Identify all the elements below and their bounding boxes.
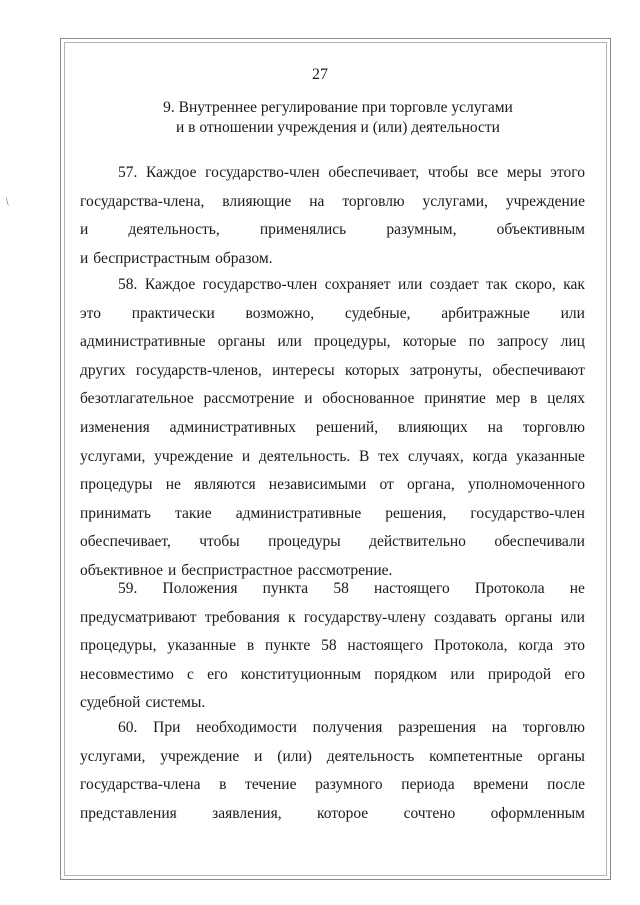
word: объективное — [80, 561, 163, 579]
word: и — [254, 747, 263, 765]
word: в — [246, 637, 255, 655]
word: влияющих — [397, 418, 468, 436]
word: к — [288, 608, 296, 626]
word: административные — [80, 333, 206, 351]
word: или — [560, 608, 585, 626]
word: рассмотрение. — [297, 561, 393, 579]
word: государства-члена, — [80, 192, 205, 210]
text-line — [80, 575, 585, 604]
text-line — [80, 528, 585, 557]
word: или — [450, 665, 475, 683]
word: настоящего — [373, 580, 450, 597]
word: после — [547, 776, 585, 794]
word: тех — [378, 447, 400, 465]
word: сочтено — [403, 804, 456, 822]
word: периода — [401, 776, 455, 794]
word: административных — [169, 418, 297, 436]
word: объективным — [496, 221, 585, 239]
word: деятельность. — [258, 447, 351, 465]
word: учреждение — [154, 447, 234, 465]
word: обеспечивали — [494, 533, 585, 551]
word: так — [486, 276, 508, 293]
word: на — [487, 418, 503, 436]
word: процедуры, — [314, 333, 391, 351]
word: рассмотрение — [203, 390, 295, 408]
word: беспристрастным — [93, 249, 211, 267]
word: его — [207, 665, 228, 683]
word: органы — [504, 608, 553, 626]
text-line — [80, 188, 585, 217]
word: этого — [550, 164, 585, 181]
word: необходимости — [196, 719, 297, 736]
word: государство-член — [205, 164, 320, 181]
word: с — [187, 665, 194, 683]
page-number: 27 — [312, 66, 328, 83]
word: возможно, — [245, 304, 315, 322]
word: настоящего — [347, 637, 424, 655]
word: обеспечивают — [492, 361, 585, 379]
text-line — [80, 245, 585, 274]
word: изменения — [80, 418, 150, 436]
word: когда — [472, 447, 508, 465]
section-heading-line-2: и в отношении учреждения и (или) деятельности — [176, 119, 500, 136]
word: чтобы — [199, 533, 240, 551]
section-heading-line-1: 9. Внутреннее регулирование при торговле услугами — [163, 99, 513, 116]
word: указанные — [167, 637, 237, 655]
word: обеспечивает, — [328, 164, 420, 181]
word: деятельность, — [128, 221, 220, 239]
word: на — [309, 192, 325, 210]
word: или — [560, 304, 585, 322]
word: которых — [345, 361, 400, 379]
word: учреждение — [505, 192, 585, 210]
word: природой — [487, 665, 552, 683]
word: При — [153, 719, 181, 736]
word: разумным, — [386, 221, 457, 239]
word: процедуры — [268, 533, 341, 551]
word: в — [219, 776, 227, 794]
word: государства-члена — [80, 776, 201, 794]
text-line — [80, 300, 585, 329]
word: образом. — [215, 249, 273, 267]
text-line — [80, 632, 585, 661]
word: не — [165, 476, 181, 494]
word: государству-члену — [303, 608, 426, 626]
word: Протокола, — [433, 637, 508, 655]
word: затронуты, — [409, 361, 483, 379]
word: это — [564, 637, 585, 655]
word: 60. — [118, 719, 138, 736]
word: как — [563, 276, 585, 293]
text-line — [80, 385, 585, 414]
word: скоро, — [514, 276, 556, 293]
word: и — [167, 561, 177, 579]
word: принятие — [424, 390, 486, 408]
word: судебные, — [344, 304, 411, 322]
word: разумного — [315, 776, 383, 794]
word: создает — [429, 276, 479, 293]
word: уполномоченного — [467, 476, 585, 494]
text-line — [80, 159, 585, 188]
word: (или) — [277, 747, 312, 765]
text-line — [80, 357, 585, 386]
word: заявления, — [212, 804, 282, 822]
word: запросу — [496, 333, 549, 351]
word: обеспечивает, — [80, 533, 171, 551]
word: порядком — [374, 665, 438, 683]
text-line — [80, 271, 585, 300]
word: и — [80, 221, 89, 239]
word: услугами, — [422, 192, 488, 210]
word: Каждое — [146, 164, 197, 181]
word: органа, — [406, 476, 455, 494]
text-line — [80, 414, 585, 443]
word: Протокола — [474, 580, 545, 597]
word: чтобы — [427, 164, 469, 181]
word: государств-членов, — [135, 361, 262, 379]
word: Положения — [162, 580, 238, 597]
word: все — [476, 164, 499, 181]
word: влияющие — [222, 192, 292, 210]
word: применялись — [259, 221, 347, 239]
word: 58. — [118, 276, 138, 293]
word: и — [241, 447, 251, 465]
word: процедуры — [80, 476, 153, 494]
text-line — [80, 500, 585, 529]
word: от — [379, 476, 394, 494]
word: учреждение — [160, 747, 240, 765]
word: оформленным — [490, 804, 585, 822]
word: государство-член — [470, 504, 585, 522]
word: его — [564, 665, 585, 683]
word: предусматривают — [80, 608, 197, 626]
word: арбитражные — [441, 304, 530, 322]
word: пункте — [264, 637, 311, 655]
word: пункта — [262, 580, 309, 597]
word: по — [468, 333, 485, 351]
text-line — [80, 604, 585, 633]
word: несовместимо — [80, 665, 174, 683]
word: обоснованное — [322, 390, 415, 408]
word: указанные — [516, 447, 585, 465]
word: которые — [402, 333, 457, 351]
word: конституционным — [240, 665, 362, 683]
text-line — [80, 443, 585, 472]
word: органы — [217, 333, 266, 351]
word: 58 — [333, 580, 349, 597]
word: получения — [312, 719, 383, 736]
word: других — [80, 361, 126, 379]
word: действительно — [369, 533, 466, 551]
word: услугами, — [80, 747, 146, 765]
word: безотлагательное — [80, 390, 194, 408]
word: времени — [473, 776, 529, 794]
word: торговлю — [522, 418, 585, 436]
word: государство-член — [202, 276, 318, 293]
word: сохраняет — [324, 276, 391, 293]
word: лиц — [560, 333, 585, 351]
word: такие — [175, 504, 212, 522]
word: решений, — [315, 418, 379, 436]
word: требования — [204, 608, 280, 626]
word: процедуры, — [80, 637, 157, 655]
word: системы. — [145, 694, 206, 712]
word: создавать — [433, 608, 497, 626]
text-line — [80, 471, 585, 500]
text-line — [80, 661, 585, 690]
word: беспристрастное — [181, 561, 293, 579]
text-line — [80, 216, 585, 245]
word: услугами, — [80, 447, 146, 465]
word: течение — [245, 776, 297, 794]
word: торговлю — [522, 719, 585, 736]
word: деятельность — [326, 747, 415, 765]
word: Каждое — [144, 276, 196, 293]
word: независимыми — [268, 476, 367, 494]
text-line — [80, 771, 585, 800]
paragraph-60 — [80, 714, 585, 828]
word: принимать — [80, 504, 151, 522]
word: и — [80, 249, 89, 267]
word: 57. — [118, 164, 138, 181]
word: случаях, — [408, 447, 464, 465]
word: решения, — [385, 504, 447, 522]
word: мер — [495, 390, 521, 408]
section-heading — [88, 98, 588, 138]
word: или — [277, 333, 302, 351]
word: 59. — [118, 580, 138, 597]
paragraph-59 — [80, 575, 585, 718]
word: В — [359, 447, 370, 465]
word: целях — [547, 390, 585, 408]
word: судебной — [80, 694, 141, 712]
text-line — [80, 328, 585, 357]
word: разрешения — [398, 719, 477, 736]
word: которое — [317, 804, 369, 822]
text-line — [80, 743, 585, 772]
word: меры — [506, 164, 542, 181]
paragraph-58 — [80, 271, 585, 586]
word: административные — [235, 504, 362, 522]
word: и — [304, 390, 313, 408]
word: в — [530, 390, 538, 408]
text-line — [80, 800, 585, 829]
word: 58 — [321, 637, 337, 655]
paragraph-57 — [80, 159, 585, 273]
word: практически — [131, 304, 215, 322]
word: на — [491, 719, 507, 736]
word: это — [80, 304, 101, 322]
word: представления — [80, 804, 177, 822]
word: или — [397, 276, 423, 293]
word: торговлю — [342, 192, 405, 210]
word: компетентные — [429, 747, 523, 765]
text-line — [80, 714, 585, 743]
word: интересы — [272, 361, 335, 379]
word: органы — [537, 747, 585, 765]
word: когда — [518, 637, 554, 655]
margin-mark: / — [2, 196, 13, 208]
word: не — [569, 580, 585, 597]
word: являются — [194, 476, 256, 494]
